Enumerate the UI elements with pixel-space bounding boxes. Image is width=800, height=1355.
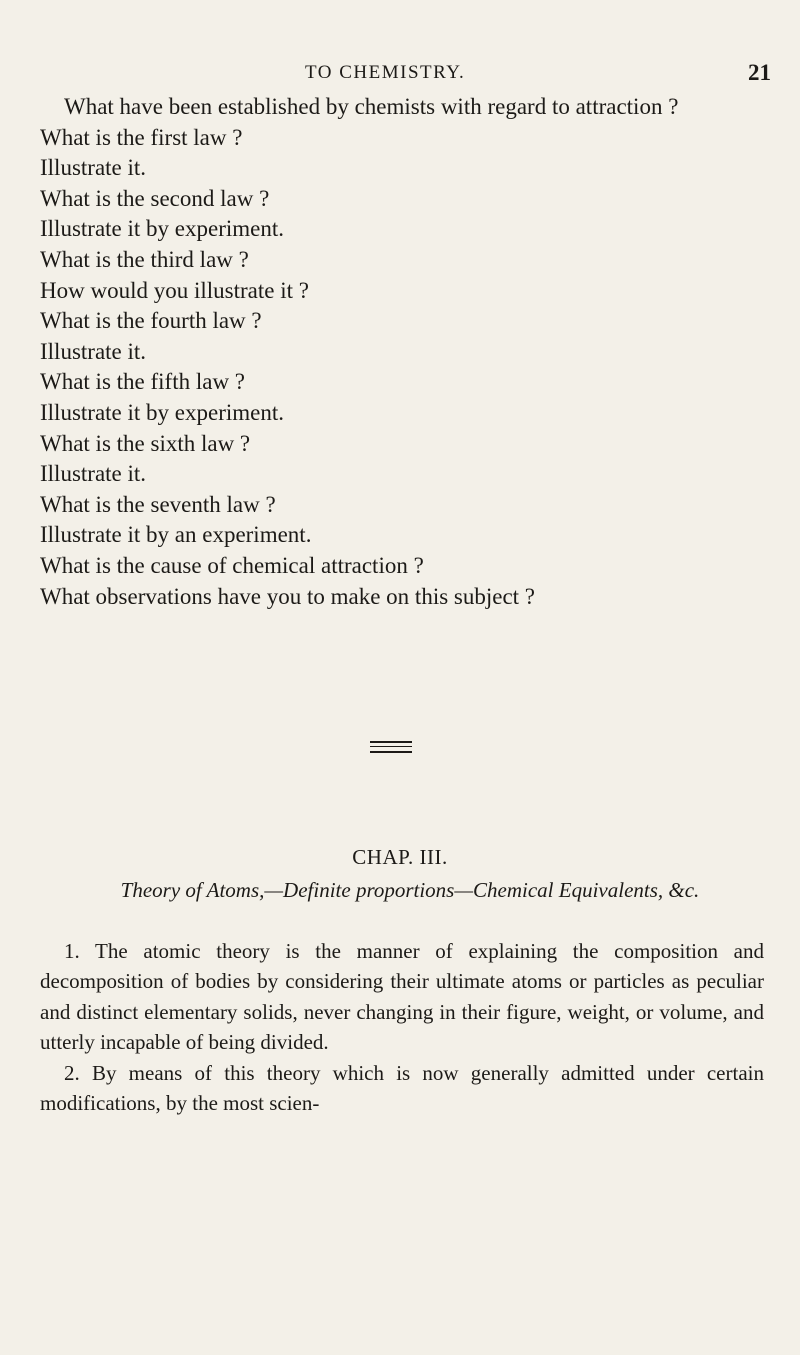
review-questions	[40, 92, 760, 612]
chapter-body	[40, 936, 764, 1118]
question: What is the first law ?	[40, 124, 243, 150]
question: What is the cause of chemical attraction ?	[40, 552, 424, 578]
chapter-heading: CHAP. III.	[352, 845, 448, 869]
question: What is the seventh law ?	[40, 491, 276, 517]
question: Illustrate it.	[40, 461, 147, 487]
running-head	[0, 62, 800, 92]
question: What is the fourth law ?	[40, 308, 262, 334]
question: Illustrate it by experiment.	[40, 216, 284, 242]
question: What observations have you to make on this subject ?	[40, 583, 536, 609]
question: What is the second law ?	[40, 185, 270, 211]
section-divider	[370, 751, 412, 753]
paragraph: 1. The atomic theory is the manner of explaining the composition and decomposition of bodies by considering their ultimate atoms or particles as peculiar and distinct elementary solids, never changing in their figure, weight, or volume, and utterly incapable of being divided.	[40, 939, 764, 1055]
paragraph: 2. By means of this theory which is now generally admitted under certain modifications, by the most scien-	[40, 1060, 764, 1116]
question: Illustrate it by an experiment.	[40, 522, 312, 548]
page-number: 21	[748, 60, 771, 85]
running-title: TO CHEMISTRY.	[305, 62, 466, 83]
question: Illustrate it.	[40, 155, 147, 181]
question: Illustrate it.	[40, 338, 147, 364]
question: How would you illustrate it ?	[40, 277, 309, 303]
question: What is the third law ?	[40, 246, 249, 272]
section-divider	[370, 741, 412, 743]
chapter-subtitle: Theory of Atoms,—Definite proportions—Chemical Equivalents, &c.	[120, 878, 700, 902]
question: What is the fifth law ?	[40, 369, 246, 395]
question: Illustrate it by experiment.	[40, 399, 284, 425]
question: What have been established by chemists with regard to attraction ?	[64, 94, 679, 119]
section-divider	[370, 746, 412, 747]
question: What is the sixth law ?	[40, 430, 251, 456]
